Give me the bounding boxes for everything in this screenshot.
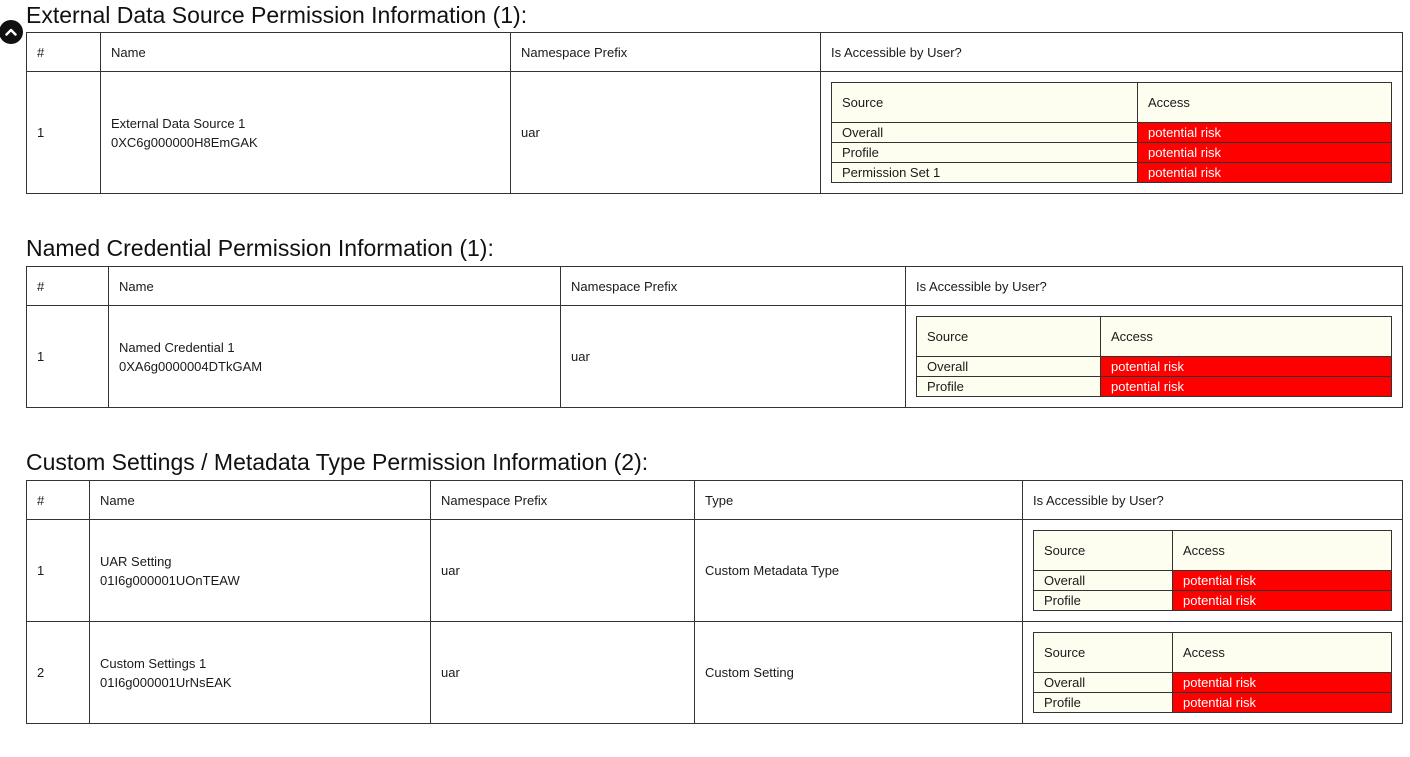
record-name: UAR Setting	[100, 553, 172, 569]
access-header-source: Source	[917, 317, 1101, 357]
name-cell	[101, 72, 511, 194]
namespace-cell: uar	[431, 622, 695, 724]
record-name: External Data Source 1	[111, 115, 246, 131]
namespace-cell: uar	[431, 520, 695, 622]
section-title-external-data-source: External Data Source Permission Information (1):	[26, 2, 528, 28]
access-row	[832, 143, 1392, 163]
namespace-cell: uar	[511, 72, 821, 194]
external-data-source-table	[26, 32, 1403, 194]
access-status-badge: potential risk	[1173, 693, 1392, 713]
access-source: Overall	[917, 357, 1101, 377]
access-table	[1033, 530, 1392, 611]
access-status-badge: potential risk	[1101, 377, 1392, 397]
access-header-access: Access	[1138, 83, 1392, 123]
access-source: Overall	[1034, 571, 1173, 591]
access-cell	[1023, 622, 1403, 724]
access-header-access: Access	[1173, 531, 1392, 571]
record-id: 01I6g000001UOnTEAW	[100, 572, 240, 588]
access-row	[1034, 571, 1392, 591]
type-cell: Custom Setting	[695, 622, 1023, 724]
table-row	[27, 622, 1403, 724]
access-header-access: Access	[1173, 633, 1392, 673]
table-row	[27, 520, 1403, 622]
access-table	[916, 316, 1392, 397]
column-header-number: #	[27, 33, 101, 72]
access-source: Profile	[1034, 591, 1173, 611]
type-cell: Custom Metadata Type	[695, 520, 1023, 622]
access-row	[832, 163, 1392, 183]
access-status-badge: potential risk	[1173, 571, 1392, 591]
column-header-name: Name	[90, 481, 431, 520]
column-header-namespace: Namespace Prefix	[511, 33, 821, 72]
record-id: 0XA6g0000004DTkGAM	[119, 358, 263, 374]
access-cell	[906, 306, 1403, 408]
access-header-source: Source	[1034, 531, 1173, 571]
column-header-number: #	[27, 481, 90, 520]
custom-settings-table	[26, 480, 1403, 724]
access-source: Profile	[917, 377, 1101, 397]
column-header-namespace: Namespace Prefix	[431, 481, 695, 520]
back-to-top-button[interactable]	[0, 20, 23, 44]
record-name: Custom Settings 1	[100, 655, 207, 671]
access-row	[917, 357, 1392, 377]
record-id: 0XC6g000000H8EmGAK	[111, 134, 258, 150]
access-source: Overall	[1034, 673, 1173, 693]
access-table	[1033, 632, 1392, 713]
access-row	[1034, 673, 1392, 693]
access-row	[1034, 693, 1392, 713]
column-header-number: #	[27, 267, 109, 306]
access-header-access: Access	[1101, 317, 1392, 357]
column-header-name: Name	[101, 33, 511, 72]
table-row	[27, 306, 1403, 408]
access-row	[1034, 591, 1392, 611]
access-header-source: Source	[832, 83, 1138, 123]
access-source: Profile	[1034, 693, 1173, 713]
column-header-name: Name	[109, 267, 561, 306]
namespace-cell: uar	[561, 306, 906, 408]
section-title-named-credential: Named Credential Permission Information (1):	[26, 235, 494, 261]
access-source: Permission Set 1	[832, 163, 1138, 183]
access-row	[832, 123, 1392, 143]
access-table	[831, 82, 1392, 183]
access-status-badge: potential risk	[1138, 163, 1392, 183]
access-source: Overall	[832, 123, 1138, 143]
access-cell	[1023, 520, 1403, 622]
table-header-row	[27, 33, 1403, 72]
access-status-badge: potential risk	[1173, 673, 1392, 693]
access-header-source: Source	[1034, 633, 1173, 673]
named-credential-table	[26, 266, 1403, 408]
column-header-namespace: Namespace Prefix	[561, 267, 906, 306]
column-header-accessible: Is Accessible by User?	[906, 267, 1403, 306]
access-status-badge: potential risk	[1138, 143, 1392, 163]
row-number: 1	[27, 306, 109, 408]
record-name: Named Credential 1	[119, 339, 235, 355]
access-row	[917, 377, 1392, 397]
name-cell	[109, 306, 561, 408]
section-title-custom-settings: Custom Settings / Metadata Type Permission Information (2):	[26, 449, 649, 475]
row-number: 2	[27, 622, 90, 724]
access-status-badge: potential risk	[1138, 123, 1392, 143]
name-cell	[90, 622, 431, 724]
column-header-accessible: Is Accessible by User?	[821, 33, 1403, 72]
access-status-badge: potential risk	[1173, 591, 1392, 611]
column-header-accessible: Is Accessible by User?	[1023, 481, 1403, 520]
row-number: 1	[27, 520, 90, 622]
record-id: 01I6g000001UrNsEAK	[100, 674, 232, 690]
table-header-row	[27, 267, 1403, 306]
access-cell	[821, 72, 1403, 194]
access-source: Profile	[832, 143, 1138, 163]
chevron-up-icon	[5, 28, 17, 36]
access-status-badge: potential risk	[1101, 357, 1392, 377]
table-header-row	[27, 481, 1403, 520]
row-number: 1	[27, 72, 101, 194]
column-header-type: Type	[695, 481, 1023, 520]
name-cell	[90, 520, 431, 622]
table-row	[27, 72, 1403, 194]
